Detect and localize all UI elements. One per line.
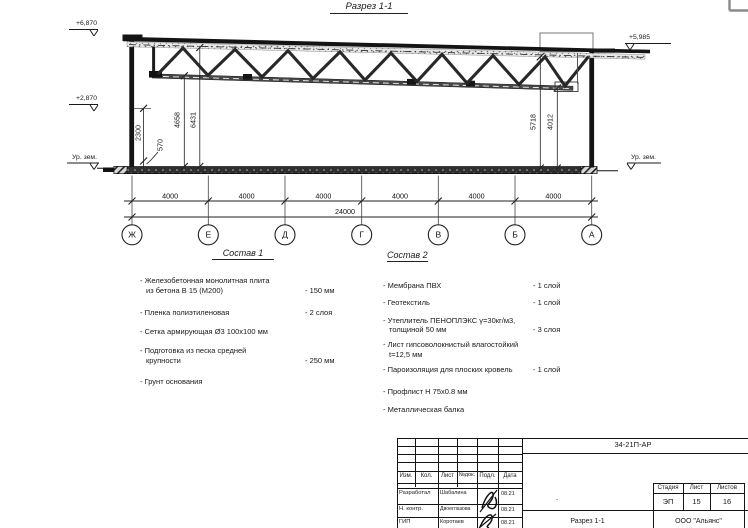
titleblock-line: [522, 453, 748, 455]
chord-splice-plate: [243, 74, 252, 80]
axis-letter: А: [588, 229, 595, 240]
bay-dimension-label: 4000: [392, 191, 408, 201]
vertical-dim-label: 5718: [527, 114, 537, 130]
elevation-label: +2,870: [76, 95, 97, 102]
composition-item-text: [383, 387, 468, 397]
composition-item-value: - 3 слоя: [533, 325, 561, 335]
composition-item-text: [383, 281, 441, 291]
composition-item-line: - Пленка полиэтиленовая: [140, 307, 230, 317]
column-right: [589, 50, 594, 168]
slab-end-hatch-left: [114, 167, 127, 174]
tb-date: 08.21: [501, 506, 515, 513]
vertical-dim-label: 6431: [187, 112, 197, 128]
tb-col-header: Изм.: [399, 473, 413, 479]
vertical-dim-label: 4658: [171, 112, 181, 128]
composition-item-text: [140, 308, 229, 318]
composition-item-text: [383, 316, 515, 336]
composition-item-value: - 2 слоя: [305, 307, 333, 317]
tb-name: Коротаев: [440, 519, 464, 525]
tb-name: Двоеглазова: [440, 506, 471, 512]
tb-date: 08.21: [501, 490, 515, 497]
composition-item: [140, 377, 345, 387]
axis-letter: Ж: [128, 229, 136, 240]
roof-stub-right: [594, 49, 615, 53]
titleblock-line: [415, 438, 416, 487]
axis-letter: Г: [359, 229, 365, 240]
tb-stage-value: ЭП: [662, 496, 674, 506]
composition-item-line: толщиной 50 мм: [389, 325, 447, 335]
total-dimension-label: 24000: [335, 207, 355, 216]
axis-letter: Д: [282, 229, 288, 240]
slab-end-hatch-right: [581, 167, 597, 174]
titleblock-line: [397, 488, 522, 489]
composition-item-text: [140, 346, 246, 366]
tb-col-header: Подл.: [479, 473, 496, 479]
ground-level-label: Ур. зем.: [72, 154, 97, 161]
tb-role: Разработал: [399, 490, 431, 496]
composition-item-line: - Пароизоляция для плоских кровель: [383, 364, 513, 374]
bay-dimension-label: 4000: [468, 191, 485, 201]
titleblock-line: [397, 454, 522, 455]
roof-cap-left: [123, 35, 143, 42]
composition-item: [383, 298, 569, 308]
composition-item-text: [140, 276, 270, 296]
composition-item: [383, 365, 569, 375]
axis-letter: Е: [205, 229, 212, 240]
tb-sheet-value: 15: [692, 496, 701, 506]
tb-stage-header: Стадия: [657, 483, 679, 491]
ground-level-label: Ур. зем.: [631, 154, 656, 161]
vertical-dimension-lines: [133, 48, 557, 169]
axis-letter: Б: [512, 229, 518, 240]
tb-sheet-header: Лист: [689, 483, 704, 491]
composition-item: [140, 346, 345, 366]
titleblock-line: [397, 462, 522, 463]
vertical-dim-label: 570: [155, 138, 165, 151]
composition-item-line: - Профлист Н 75х0.8 мм: [383, 386, 468, 396]
composition-item-text: [383, 340, 518, 360]
composition-item-line: - Утеплитель ПЕНОПЛЭКС γ=30кг/м3,: [383, 315, 516, 325]
composition-item: [140, 327, 345, 337]
tb-col-header: Дата: [503, 473, 517, 479]
composition-item-value: - 1 слой: [533, 364, 561, 374]
titleblock-line: [397, 438, 748, 440]
composition-item-line: из бетона В 15 (М200): [146, 285, 224, 295]
tb-role: Н. контр.: [399, 506, 423, 512]
bay-dimension-label: 4000: [162, 191, 179, 201]
composition-item-line: - Металлическая балка: [383, 405, 465, 415]
composition1-list: [140, 276, 345, 399]
document-number: 34-21П-АР: [614, 440, 652, 449]
composition-item: [140, 308, 345, 318]
tb-date: 08.21: [501, 519, 515, 526]
titleblock-line: [498, 438, 499, 528]
vertical-dim-label: 2300: [132, 125, 142, 141]
composition2-title: Состав 2: [387, 250, 428, 260]
signature-scribble: [479, 490, 497, 528]
titleblock-line: [438, 438, 439, 528]
titleblock-line: [397, 446, 522, 447]
tb-col-header: №док.: [458, 472, 476, 478]
composition-item-line: крупности: [146, 355, 181, 365]
composition-item: [383, 281, 569, 291]
composition2-list: [383, 281, 569, 422]
composition-item-text: [383, 365, 512, 375]
drawing-title: Разрез 1-1: [330, 2, 408, 14]
composition-item-value: - 1 слой: [533, 297, 561, 307]
tb-name: Шабалина: [440, 490, 467, 496]
titleblock-line: [397, 438, 398, 528]
bay-dimension-label: 4000: [545, 191, 562, 201]
composition-item-line: - Железобетонная монолитная плита: [140, 276, 270, 285]
composition-item-text: [383, 405, 464, 415]
elevation-label: +6,870: [76, 20, 97, 27]
composition-item-value: - 150 мм: [305, 285, 335, 295]
vertical-dim-label: 4012: [544, 114, 554, 130]
tb-col-header: Лист: [440, 473, 455, 479]
tb-company: ООО "Альянс": [675, 517, 722, 525]
tb-section-label: Разрез 1-1: [570, 518, 605, 525]
titleblock-line: [397, 483, 522, 484]
composition-item: [383, 316, 569, 336]
elevation-label: +5,985: [629, 34, 650, 41]
composition-item: [140, 276, 345, 296]
titleblock-line: [744, 483, 745, 528]
titleblock-line: [397, 517, 522, 518]
column-left: [129, 37, 134, 168]
floor-slab: [114, 167, 597, 174]
tb-sheets-header: Листов: [716, 483, 738, 491]
composition-item-value: - 250 мм: [305, 355, 335, 365]
titleblock-line: [653, 493, 744, 494]
composition-item: [383, 405, 569, 415]
composition-item-text: [140, 327, 268, 337]
composition-item-text: [383, 298, 430, 308]
axis-letter: В: [435, 229, 442, 240]
titleblock-line: [522, 510, 748, 512]
composition-item-line: - Мембрана ПВХ: [383, 281, 442, 290]
composition-item-line: - Подготовка из песка средней: [140, 346, 247, 356]
bay-dimension-label: 4000: [238, 191, 255, 201]
composition-item-line: t=12,5 мм: [389, 349, 423, 359]
titleblock-line: [477, 438, 478, 528]
composition-item-line: - Геотекстиль: [383, 297, 430, 307]
tb-sheets-value: 16: [722, 496, 732, 506]
titleblock-line: [522, 438, 523, 528]
composition-item: [383, 340, 569, 360]
composition-item: [383, 387, 569, 397]
composition-item-text: [140, 377, 202, 387]
titleblock-line: [457, 438, 458, 487]
tb-col-header: Кол.: [420, 473, 433, 479]
composition-item-line: - Лист гипсоволокнистый влагостойкий: [383, 340, 519, 350]
bay-dimension-label: 4000: [315, 191, 332, 201]
composition-item-value: - 1 слой: [533, 281, 561, 290]
titleblock-line: [397, 504, 522, 505]
composition-item-line: - Грунт основания: [140, 376, 203, 386]
composition-item-line: - Сетка армирующая Ø3 100х100 мм: [140, 327, 268, 337]
stray-mark: .: [556, 493, 559, 502]
composition1-title: Состав 1: [212, 249, 274, 260]
tb-role: ГИП: [399, 519, 411, 525]
